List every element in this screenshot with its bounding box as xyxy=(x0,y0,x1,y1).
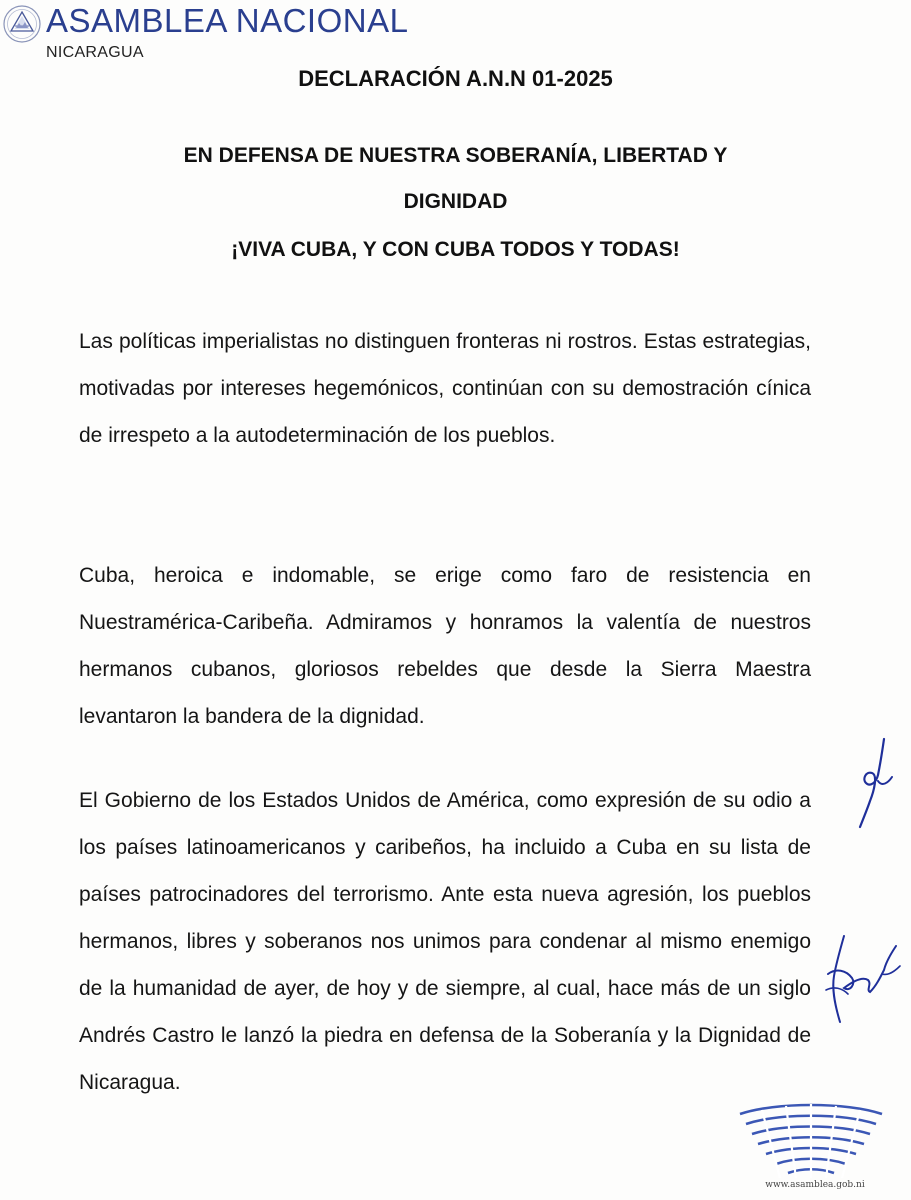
paragraph-2: Cuba, heroica e indomable, se erige como faro de resistencia en Nuestramérica-Caribeña. Admiramos y honramos la valentía de nuestros hermanos cubanos, gloriosos rebeldes que desde la Sierra Maestra levantaron la bandera de la dignidad. xyxy=(79,564,811,728)
nicaragua-coat-of-arms-icon xyxy=(2,4,42,44)
heading-line-2: DIGNIDAD xyxy=(403,190,508,213)
paragraph-1: Las políticas imperialistas no distinguen fronteras ni rostros. Estas estrategias, motivadas por intereses hegemónicos, continúan con su demostración cínica de irrespeto a la autodeterminación de los pueblos. xyxy=(79,330,811,447)
heading-line-1: EN DEFENSA DE NUESTRA SOBERANÍA, LIBERTAD Y xyxy=(183,144,728,167)
paragraph-3: El Gobierno de los Estados Unidos de América, como expresión de su odio a los países latinoamericanos y caribeños, ha incluido a Cuba en su lista de países patrocinadores del terrorismo. Ante esta nueva agresión, los pueblos hermanos, libres y soberanos nos unimos para condenar al mismo enemigo de la humanidad de ayer, de hoy y de siempre, al cual, hace más de un siglo Andrés Castro le lanzó la piedra en defensa de la Soberanía y la Dignidad de Nicaragua. xyxy=(79,789,811,1094)
handwritten-signature-icon xyxy=(822,930,906,1030)
organization-name: ASAMBLEA NACIONAL xyxy=(46,2,409,39)
initials-signature-icon xyxy=(852,735,898,835)
assembly-hemicycle-logo-icon xyxy=(736,1096,886,1182)
organization-country: NICARAGUA xyxy=(46,44,144,61)
website-url: www.asamblea.gob.ni xyxy=(765,1180,865,1190)
slogan: ¡VIVA CUBA, Y CON CUBA TODOS Y TODAS! xyxy=(231,238,680,261)
declaration-number: DECLARACIÓN A.N.N 01-2025 xyxy=(298,66,613,91)
